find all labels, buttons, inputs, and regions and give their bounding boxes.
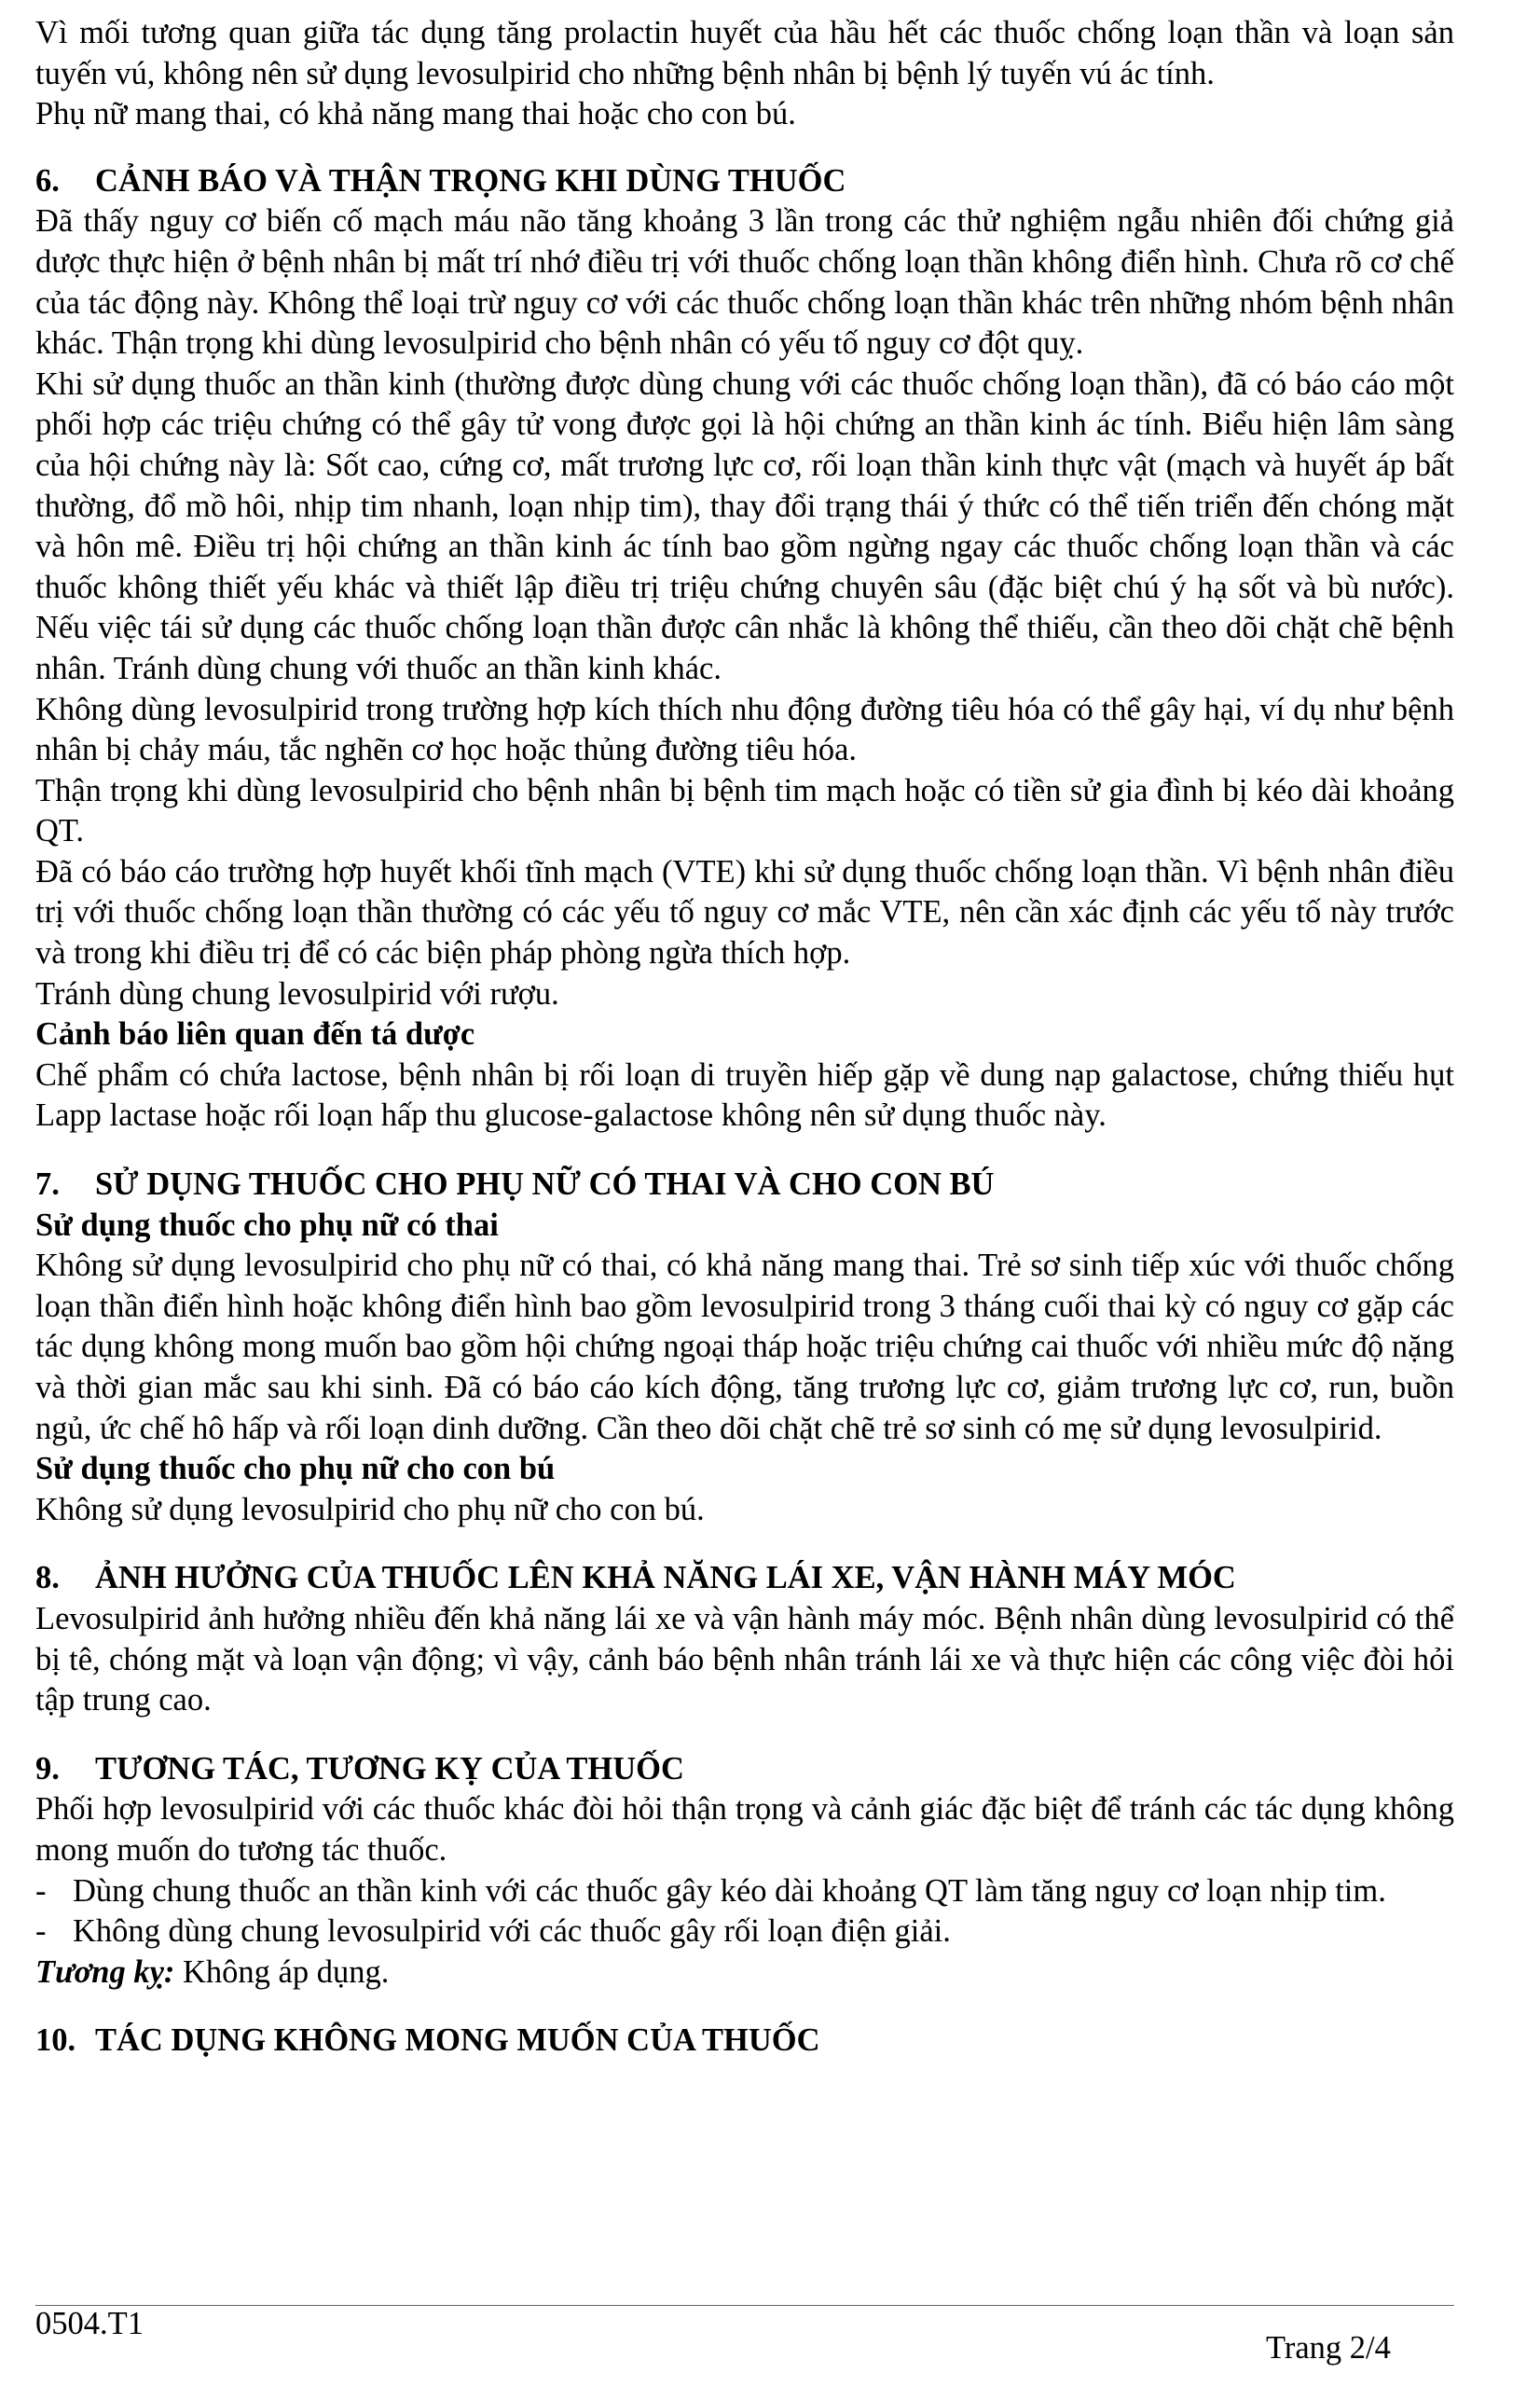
subheading: Sử dụng thuốc cho phụ nữ cho con bú bbox=[35, 1451, 556, 1487]
compatibility-label: Tương kỵ: bbox=[35, 1953, 175, 1990]
section-heading-6 bbox=[35, 161, 1454, 202]
section-number: 6. bbox=[35, 162, 60, 199]
subheading: Sử dụng thuốc cho phụ nữ có thai bbox=[35, 1207, 499, 1243]
document-page bbox=[35, 13, 1454, 2062]
paragraph: Phối hợp levosulpirid với các thuốc khác đòi hỏi thận trọng và cảnh giác đặc biệt để tránh các tác dụng không mong muốn do tương tác thuốc. bbox=[35, 1791, 1454, 1868]
section-title: TÁC DỤNG KHÔNG MONG MUỐN CỦA THUỐC bbox=[95, 2022, 820, 2059]
dash-bullet: - bbox=[35, 1872, 47, 1909]
section-number: 9. bbox=[35, 1750, 60, 1787]
paragraph: Không dùng levosulpirid trong trường hợp kích thích nhu động đường tiêu hóa có thể gây hại, ví dụ như bệnh nhân bị chảy máu, tắc nghẽn cơ học hoặc thủng đường tiêu hóa. bbox=[35, 691, 1454, 768]
paragraph: Thận trọng khi dùng levosulpirid cho bệnh nhân bị bệnh tim mạch hoặc có tiền sử gia đình bị kéo dài khoảng QT. bbox=[35, 772, 1454, 849]
section-heading-7 bbox=[35, 1165, 1454, 1206]
list-item bbox=[35, 1871, 1454, 1912]
section-number: 10. bbox=[35, 2022, 76, 2059]
section-title: CẢNH BÁO VÀ THẬN TRỌNG KHI DÙNG THUỐC bbox=[95, 162, 846, 199]
paragraph: Phụ nữ mang thai, có khả năng mang thai hoặc cho con bú. bbox=[35, 96, 796, 132]
section-number: 7. bbox=[35, 1166, 60, 1203]
section-title: TƯƠNG TÁC, TƯƠNG KỴ CỦA THUỐC bbox=[95, 1750, 684, 1787]
section-title: ẢNH HƯỞNG CỦA THUỐC LÊN KHẢ NĂNG LÁI XE, VẬN HÀNH MÁY MÓC bbox=[95, 1560, 1236, 1596]
dash-bullet: - bbox=[35, 1913, 47, 1950]
subheading: Cảnh báo liên quan đến tá dược bbox=[35, 1016, 475, 1053]
paragraph: Khi sử dụng thuốc an thần kinh (thường được dùng chung với các thuốc chống loạn thần), đã có báo cáo một phối hợp các triệu chứng có thể gây tử vong được gọi là hội chứng an thần kinh ác tính. Biểu hiện lâm sàng của hội chứng này là: Sốt cao, cứng cơ, mất trương lực cơ, rối loạn thần kinh thực vật (mạch và huyết áp bất thường, đổ mồ hôi, nhịp tim nhanh, loạn nhịp tim), thay đổi trạng thái ý thức có thể tiến triển đến chóng mặt và hôn mê. Điều trị hội chứng an thần kinh ác tính bao gồm ngừng ngay các thuốc chống loạn thần và các thuốc không thiết yếu khác và thiết lập điều trị triệu chứng chuyên sâu (đặc biệt chú ý hạ sốt và bù nước). Nếu việc tái sử dụng các thuốc chống loạn thần được cân nhắc là không thể thiếu, cần theo dõi chặt chẽ bệnh nhân. Tránh dùng chung với thuốc an thần kinh khác. bbox=[35, 366, 1454, 686]
section-heading-10 bbox=[35, 2021, 1454, 2062]
compatibility-note bbox=[35, 1952, 1454, 1994]
page-footer bbox=[35, 2305, 1454, 2366]
paragraph: Tránh dùng chung levosulpirid với rượu. bbox=[35, 975, 559, 1012]
section-number: 8. bbox=[35, 1560, 60, 1596]
paragraph: Levosulpirid ảnh hưởng nhiều đến khả năng lái xe và vận hành máy móc. Bệnh nhân dùng levosulpirid có thể bị tê, chóng mặt và loạn vận động; vì vậy, cảnh báo bệnh nhân tránh lái xe và thực hiện các công việc đòi hỏi tập trung cao. bbox=[35, 1600, 1454, 1718]
page-number: Trang 2/4 bbox=[1266, 2330, 1391, 2366]
compatibility-text: Không áp dụng. bbox=[174, 1953, 390, 1990]
paragraph: Không sử dụng levosulpirid cho phụ nữ cho con bú. bbox=[35, 1491, 705, 1527]
paragraph: Vì mối tương quan giữa tác dụng tăng prolactin huyết của hầu hết các thuốc chống loạn thần và loạn sản tuyến vú, không nên sử dụng levosulpirid cho những bệnh nhân bị bệnh lý tuyến vú ác tính. bbox=[35, 15, 1454, 91]
list-item-text: Dùng chung thuốc an thần kinh với các thuốc gây kéo dài khoảng QT làm tăng nguy cơ loạn nhịp tim. bbox=[73, 1872, 1386, 1909]
document-code: 0504.T1 bbox=[35, 2306, 144, 2341]
list-item bbox=[35, 1911, 1454, 1952]
section-title: SỬ DỤNG THUỐC CHO PHỤ NỮ CÓ THAI VÀ CHO CON BÚ bbox=[95, 1166, 995, 1203]
list-item-text: Không dùng chung levosulpirid với các thuốc gây rối loạn điện giải. bbox=[73, 1913, 951, 1950]
paragraph: Đã thấy nguy cơ biến cố mạch máu não tăng khoảng 3 lần trong các thử nghiệm ngẫu nhiên đối chứng giả dược thực hiện ở bệnh nhân bị mất trí nhớ điều trị với thuốc chống loạn thần không điển hình. Chưa rõ cơ chế của tác động này. Không thể loại trừ nguy cơ với các thuốc chống loạn thần khác trên những nhóm bệnh nhân khác. Thận trọng khi dùng levosulpirid cho bệnh nhân có yếu tố nguy cơ đột quỵ. bbox=[35, 203, 1454, 362]
paragraph: Chế phẩm có chứa lactose, bệnh nhân bị rối loạn di truyền hiếp gặp về dung nạp galactose, chứng thiếu hụt Lapp lactase hoặc rối loạn hấp thu glucose-galactose không nên sử dụng thuốc này. bbox=[35, 1056, 1454, 1134]
section-heading-8 bbox=[35, 1558, 1454, 1599]
paragraph: Đã có báo cáo trường hợp huyết khối tĩnh mạch (VTE) khi sử dụng thuốc chống loạn thần. Vì bệnh nhân điều trị với thuốc chống loạn thần thường có các yếu tố nguy cơ mắc VTE, nên cần xác định các yếu tố này trước và trong khi điều trị để có các biện pháp phòng ngừa thích hợp. bbox=[35, 853, 1454, 972]
section-heading-9 bbox=[35, 1749, 1454, 1790]
paragraph: Không sử dụng levosulpirid cho phụ nữ có thai, có khả năng mang thai. Trẻ sơ sinh tiếp xúc với thuốc chống loạn thần điển hình hoặc không điển hình bao gồm levosulpirid trong 3 tháng cuối thai kỳ có nguy cơ gặp các tác dụng không mong muốn bao gồm hội chứng ngoại tháp hoặc triệu chứng cai thuốc với nhiều mức độ nặng và thời gian mắc sau khi sinh. Đã có báo cáo kích động, tăng trương lực cơ, giảm trương lực cơ, run, buồn ngủ, ức chế hô hấp và rối loạn dinh dưỡng. Cần theo dõi chặt chẽ trẻ sơ sinh có mẹ sử dụng levosulpirid. bbox=[35, 1248, 1454, 1446]
